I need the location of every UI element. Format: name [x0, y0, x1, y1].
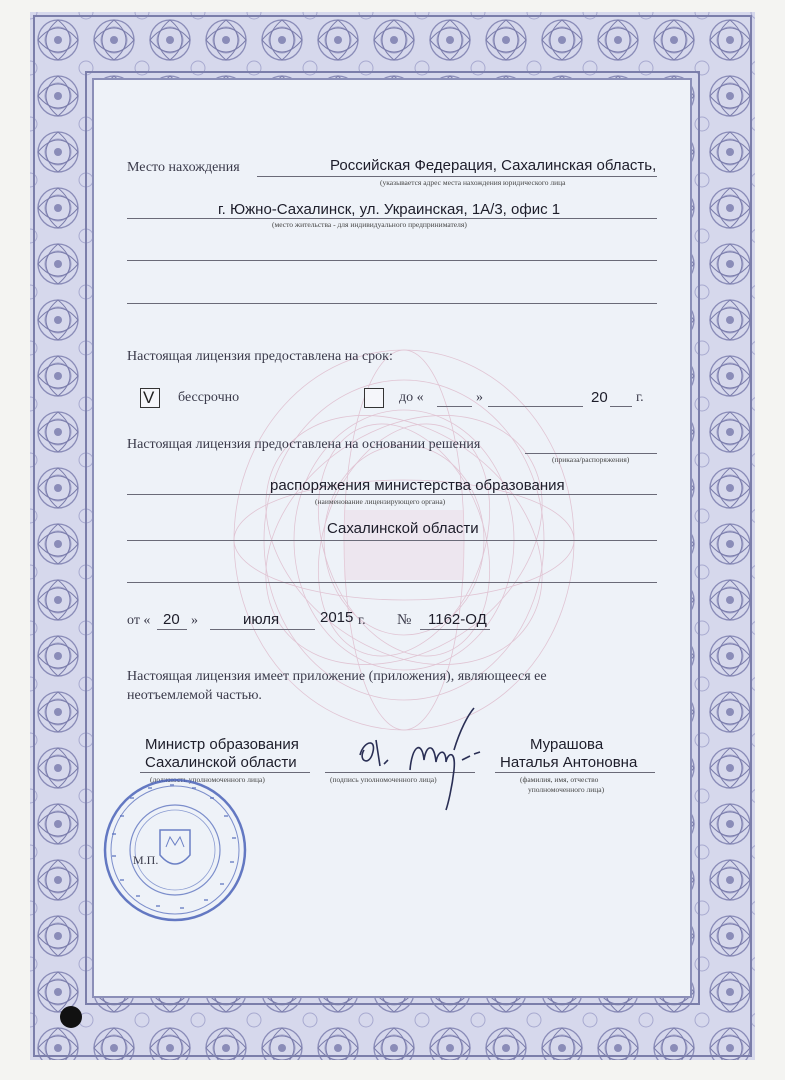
- number-sign: №: [397, 612, 412, 628]
- location-hint-1: (указывается адрес места нахождения юридического лица: [380, 178, 566, 187]
- until-checkbox: [364, 388, 384, 408]
- until-year-suffix: г.: [636, 390, 644, 405]
- date-year-suffix: г.: [358, 613, 366, 628]
- punch-hole: [60, 1006, 82, 1028]
- official-seal-stamp: [100, 775, 250, 925]
- date-year: 2015: [320, 609, 354, 626]
- location-hint-2: (место жительства - для индивидуального предпринимателя): [272, 220, 467, 229]
- signatory-surname: Мурашова: [530, 736, 604, 753]
- checkbox-mark: V: [143, 388, 155, 407]
- date-day: 20: [163, 611, 180, 628]
- until-label: до «: [399, 390, 424, 405]
- blank-line-2: [127, 303, 657, 304]
- basis-line-2-underline: [127, 540, 657, 541]
- blank-line-1: [127, 260, 657, 261]
- basis-label: Настоящая лицензия предоставлена на основании решения: [127, 437, 481, 452]
- blank-line-3: [127, 582, 657, 583]
- until-close: »: [476, 390, 483, 405]
- until-year-prefix: 20: [591, 389, 608, 406]
- appendix-line-2: неотъемлемой частью.: [127, 688, 262, 703]
- name-hint-2: уполномоченного лица): [528, 785, 605, 794]
- appendix-line-1: Настоящая лицензия имеет приложение (приложения), являющееся ее: [127, 669, 547, 684]
- location-line-1: Российская Федерация, Сахалинская область,: [330, 157, 657, 174]
- location-underline-2: [127, 218, 657, 219]
- basis-body-line-2: Сахалинской области: [327, 520, 479, 537]
- position-line-2: Сахалинской области: [145, 754, 297, 771]
- unlimited-label: бессрочно: [178, 390, 240, 405]
- until-month-line: [488, 406, 583, 407]
- seal-label: М.П.: [133, 853, 159, 867]
- name-underline: [495, 772, 655, 773]
- basis-body-hint: (наименование лицензирующего органа): [315, 497, 446, 506]
- term-label: Настоящая лицензия предоставлена на срок:: [127, 349, 393, 364]
- signatory-name: Наталья Антоновна: [500, 754, 638, 771]
- signature-hint: (подпись уполномоченного лица): [330, 775, 437, 784]
- date-day-line: [157, 629, 187, 630]
- location-line-2: г. Южно-Сахалинск, ул. Украинская, 1А/3, офис 1: [218, 201, 561, 218]
- order-number: 1162-ОД: [428, 611, 487, 628]
- basis-type-line: [525, 453, 657, 454]
- basis-type-hint: (приказа/распоряжения): [552, 455, 630, 464]
- handwritten-signature: [350, 700, 500, 820]
- name-hint-1: (фамилия, имя, отчество: [520, 775, 599, 784]
- date-prefix: от «: [127, 613, 151, 628]
- position-line-1: Министр образования: [145, 736, 299, 753]
- location-underline-1: [257, 176, 657, 177]
- position-hint: (должность уполномоченного лица): [150, 775, 265, 784]
- basis-body-line-1: распоряжения министерства образования: [270, 477, 565, 494]
- position-underline: [140, 772, 310, 773]
- order-number-line: [420, 629, 490, 630]
- until-year-line: [610, 406, 632, 407]
- until-day-line: [437, 406, 472, 407]
- date-month-line: [210, 629, 315, 630]
- location-label: Место нахождения: [127, 160, 240, 175]
- date-month: июля: [243, 611, 280, 628]
- date-day-close: »: [191, 613, 198, 628]
- basis-line-1-underline: [127, 494, 657, 495]
